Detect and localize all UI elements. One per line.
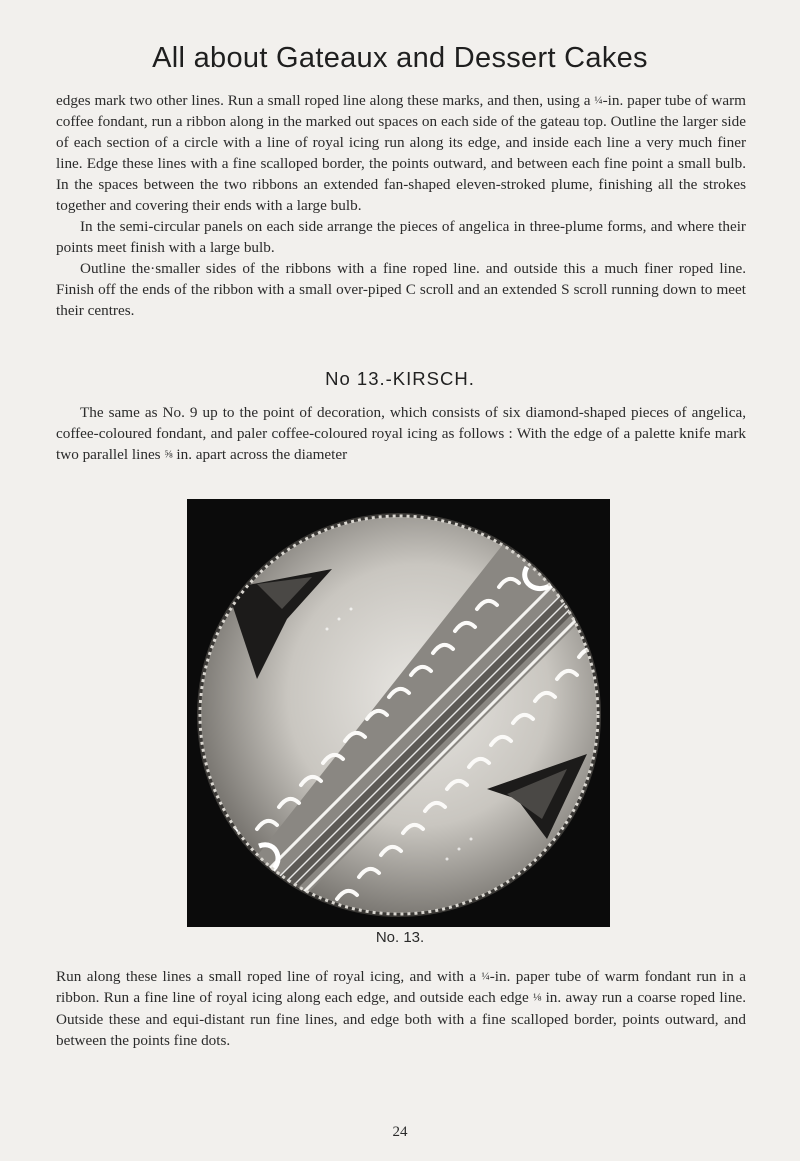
paragraph: Run along these lines a small roped line of royal icing, and with a ¼-in. paper tube of warm fondant run in a ribbon. Run a fine line of royal icing along each edge, and outside each edge ⅛ in. away run a coarse roped line. Outside these and equi-distant run fine lines, and edge both with a fine scalloped border, points outward, and between the points fine dots. — [56, 968, 747, 1049]
paragraph: edges mark two other lines. Run a small roped line along these marks, and then, using a ¼-in. paper tube of warm coffee fondant, run a ribbon along in the marked out spaces on each side of the gateau top. Outline the larger side of each section of a circle with a line of royal icing run along its edge, and inside each line a very much finer line. Edge these lines with a fine scalloped border, the points outward, and between each fine point a small bulb. In the spaces between the two ribbons an extended fan-shaped eleven-stroked plume, finishing all the strokes together and covering their ends with a large bulb. — [56, 92, 746, 215]
section-heading: No 13.-KIRSCH. — [325, 368, 475, 389]
running-header: All about Gateaux and Dessert Cakes — [152, 42, 648, 74]
gateau-illustration — [187, 499, 610, 927]
fraction: ⅛ — [533, 991, 542, 1004]
page-number: 24 — [392, 1124, 408, 1140]
gateau-photograph — [187, 499, 610, 927]
figure-caption: No. 13. — [375, 929, 425, 946]
fraction: ¼ — [594, 94, 603, 107]
text-block-top — [56, 90, 746, 321]
text-block-section — [56, 402, 746, 465]
fraction: ⅝ — [164, 448, 173, 461]
paragraph: In the semi-circular panels on each side arrange the pieces of angelica in three-plume forms, and where their points meet finish with a large bulb. — [56, 218, 746, 257]
fraction: ¼ — [481, 970, 490, 983]
paragraph: The same as No. 9 up to the point of decoration, which consists of six diamond-shaped pieces of angelica, coffee-coloured fondant, and paler coffee-coloured royal icing as follows : With the edge of a palette knife mark two parallel lines ⅝ in. apart across the diameter — [56, 404, 746, 463]
text-block-bottom — [56, 966, 746, 1051]
paragraph: Outline the·smaller sides of the ribbons with a fine roped line. and outside this a much finer roped line. Finish off the ends of the ribbon with a small over-piped C scroll and an extended S scroll running down to meet their centres. — [56, 260, 746, 320]
